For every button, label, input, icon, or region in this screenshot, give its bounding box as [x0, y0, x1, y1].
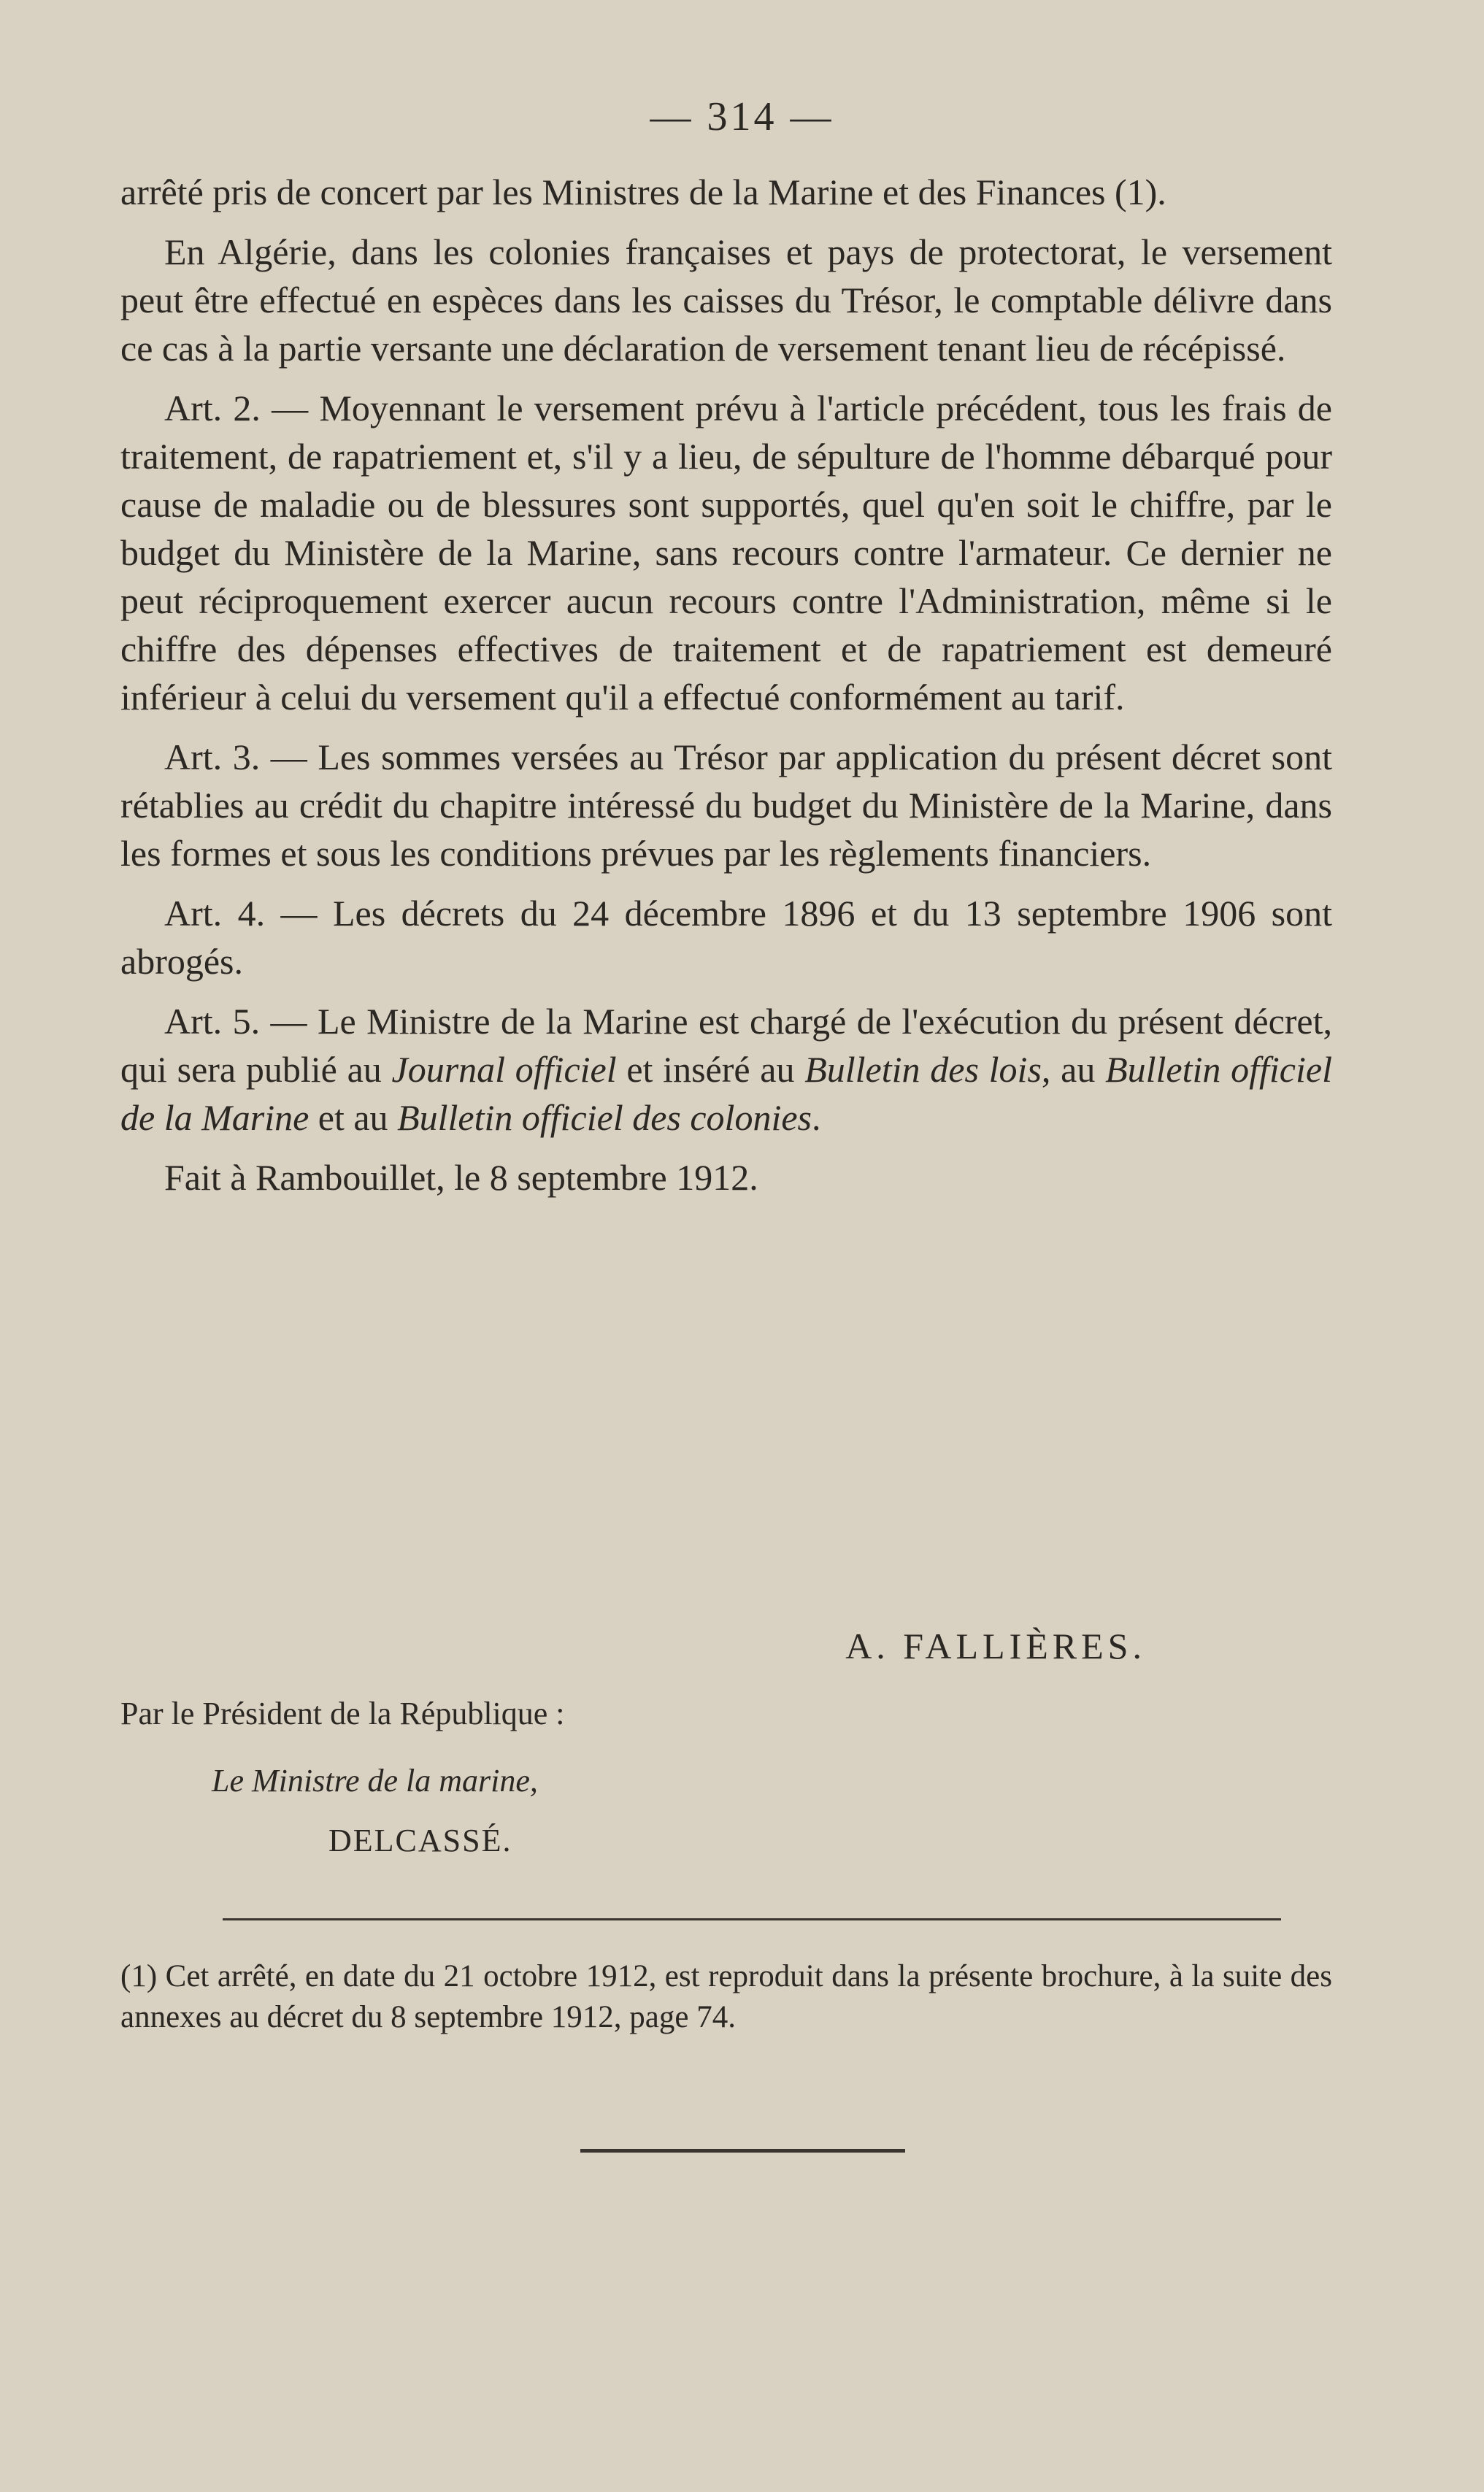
footnote-divider [223, 1918, 1281, 1920]
article-3: Art. 3. — Les sommes versées au Trésor par application du présent décret sont rétablies au crédit du chapitre intéressé du budget du Ministère de la Marine, dans les formes et sous les conditions prévues par les règlements financiers. [120, 737, 1332, 874]
art5-end: . [811, 1097, 821, 1138]
article-4: Art. 4. — Les décrets du 24 décembre 1896 et du 13 septembre 1906 sont abrogés. [120, 893, 1332, 982]
footnote: (1) Cet arrêté, en date du 21 octobre 1912, est reproduit dans la présente brochure, à la suite des annexes au décret du 8 septembre 1912, page 74. [120, 1959, 1332, 2034]
art5-bulletin-lois: Bulletin des lois [804, 1049, 1042, 1090]
art5-mid2: , au [1041, 1049, 1106, 1090]
art5-before: Art. 5. — Le Ministre de la Marine est chargé de l'exécution du présent décret, qui sera publié au [120, 1001, 1332, 1090]
body-text [120, 168, 1332, 1213]
end-rule [580, 2149, 905, 2153]
par-le-president: Par le Président de la République : [120, 1696, 565, 1731]
art5-mid3: et au [309, 1097, 398, 1138]
page-number: — 314 — [650, 94, 834, 139]
art5-bulletin-marine: Bulletin officiel de la Marine [120, 1049, 1332, 1138]
art5-bulletin-colonies: Bulletin officiel des colonies [397, 1097, 812, 1138]
signature-president: A. FALLIÈRES. [845, 1626, 1146, 1666]
fait-a: Fait à Rambouillet, le 8 septembre 1912. [164, 1157, 758, 1198]
article-5 [120, 997, 1332, 1142]
minister-name: DELCASSÉ. [328, 1823, 512, 1858]
paragraph-algerie: En Algérie, dans les colonies françaises et pays de protectorat, le versement peut être effectué en espèces dans les caisses du Trésor, le comptable délivre dans ce cas à la partie versante une déclaration de versement tenant lieu de récépissé. [120, 231, 1332, 369]
article-2: Art. 2. — Moyennant le versement prévu à l'article précédent, tous les frais de traitement, de rapatriement et, s'il y a lieu, de sépulture de l'homme débarqué pour cause de maladie ou de blessures sont supportés, quel qu'en soit le chiffre, par le budget du Ministère de la Marine, sans recours contre l'armateur. Ce dernier ne peut réciproquement exercer aucun recours contre l'Administration, même si le chiffre des dépenses effectives de traitement et de rapatriement est demeuré inférieur à celui du versement qu'il a effectué conformément au tarif. [120, 388, 1332, 718]
paragraph-continuation: arrêté pris de concert par les Ministres de la Marine et des Finances (1). [120, 172, 1166, 212]
art5-mid1: et inséré au [616, 1049, 805, 1090]
minister-title: Le Ministre de la marine, [212, 1763, 538, 1799]
art5-journal: Journal officiel [391, 1049, 617, 1090]
